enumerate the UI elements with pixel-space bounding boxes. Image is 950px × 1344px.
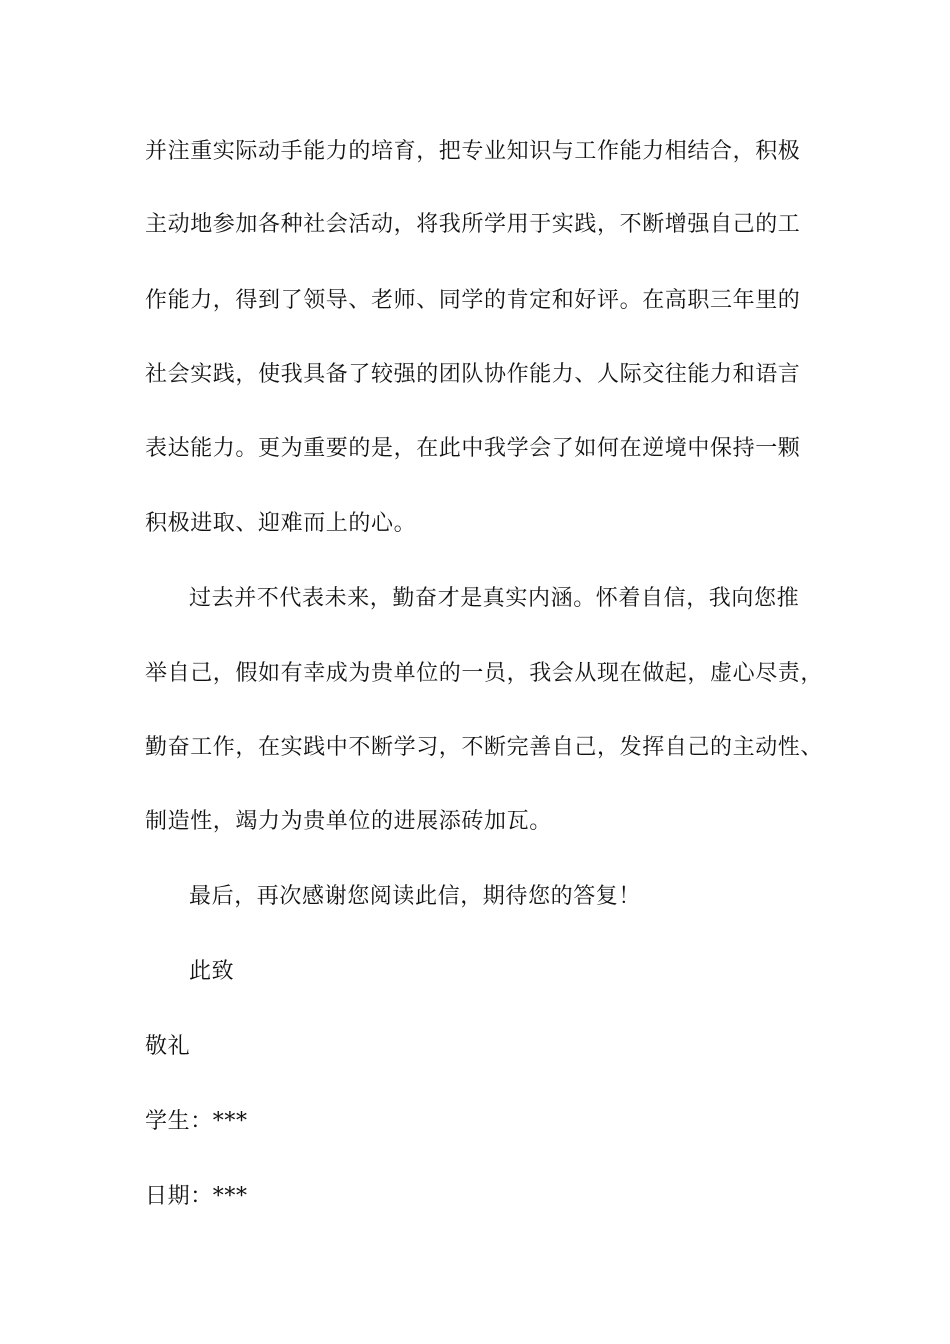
date-line: 日期：***	[145, 1184, 248, 1209]
paragraph-line: 积极进取、迎难而上的心。	[145, 511, 417, 536]
salutation-line: 此致	[189, 959, 235, 984]
closing-line: 最后，再次感谢您阅读此信，期待您的答复！	[189, 884, 642, 909]
paragraph-line: 制造性，竭力为贵单位的进展添砖加瓦。	[145, 809, 552, 834]
paragraph-line: 社会实践，使我具备了较强的团队协作能力、人际交往能力和语言	[145, 362, 801, 387]
student-signature: 学生：***	[145, 1109, 248, 1134]
paragraph-line: 举自己，假如有幸成为贵单位的一员，我会从现在做起，虚心尽责，	[145, 661, 824, 686]
paragraph-line: 并注重实际动手能力的培育，把专业知识与工作能力相结合，积极	[145, 139, 801, 164]
paragraph-line: 过去并不代表未来，勤奋才是真实内涵。怀着自信，我向您推	[189, 586, 800, 611]
paragraph-line: 表达能力。更为重要的是，在此中我学会了如何在逆境中保持一颗	[145, 436, 801, 461]
paragraph-line: 勤奋工作，在实践中不断学习，不断完善自己，发挥自己的主动性、	[145, 735, 824, 760]
paragraph-line: 主动地参加各种社会活动，将我所学用于实践，不断增强自己的工	[145, 212, 801, 237]
regards-line: 敬礼	[145, 1034, 191, 1059]
paragraph-line: 作能力，得到了领导、老师、同学的肯定和好评。在高职三年里的	[145, 288, 801, 313]
